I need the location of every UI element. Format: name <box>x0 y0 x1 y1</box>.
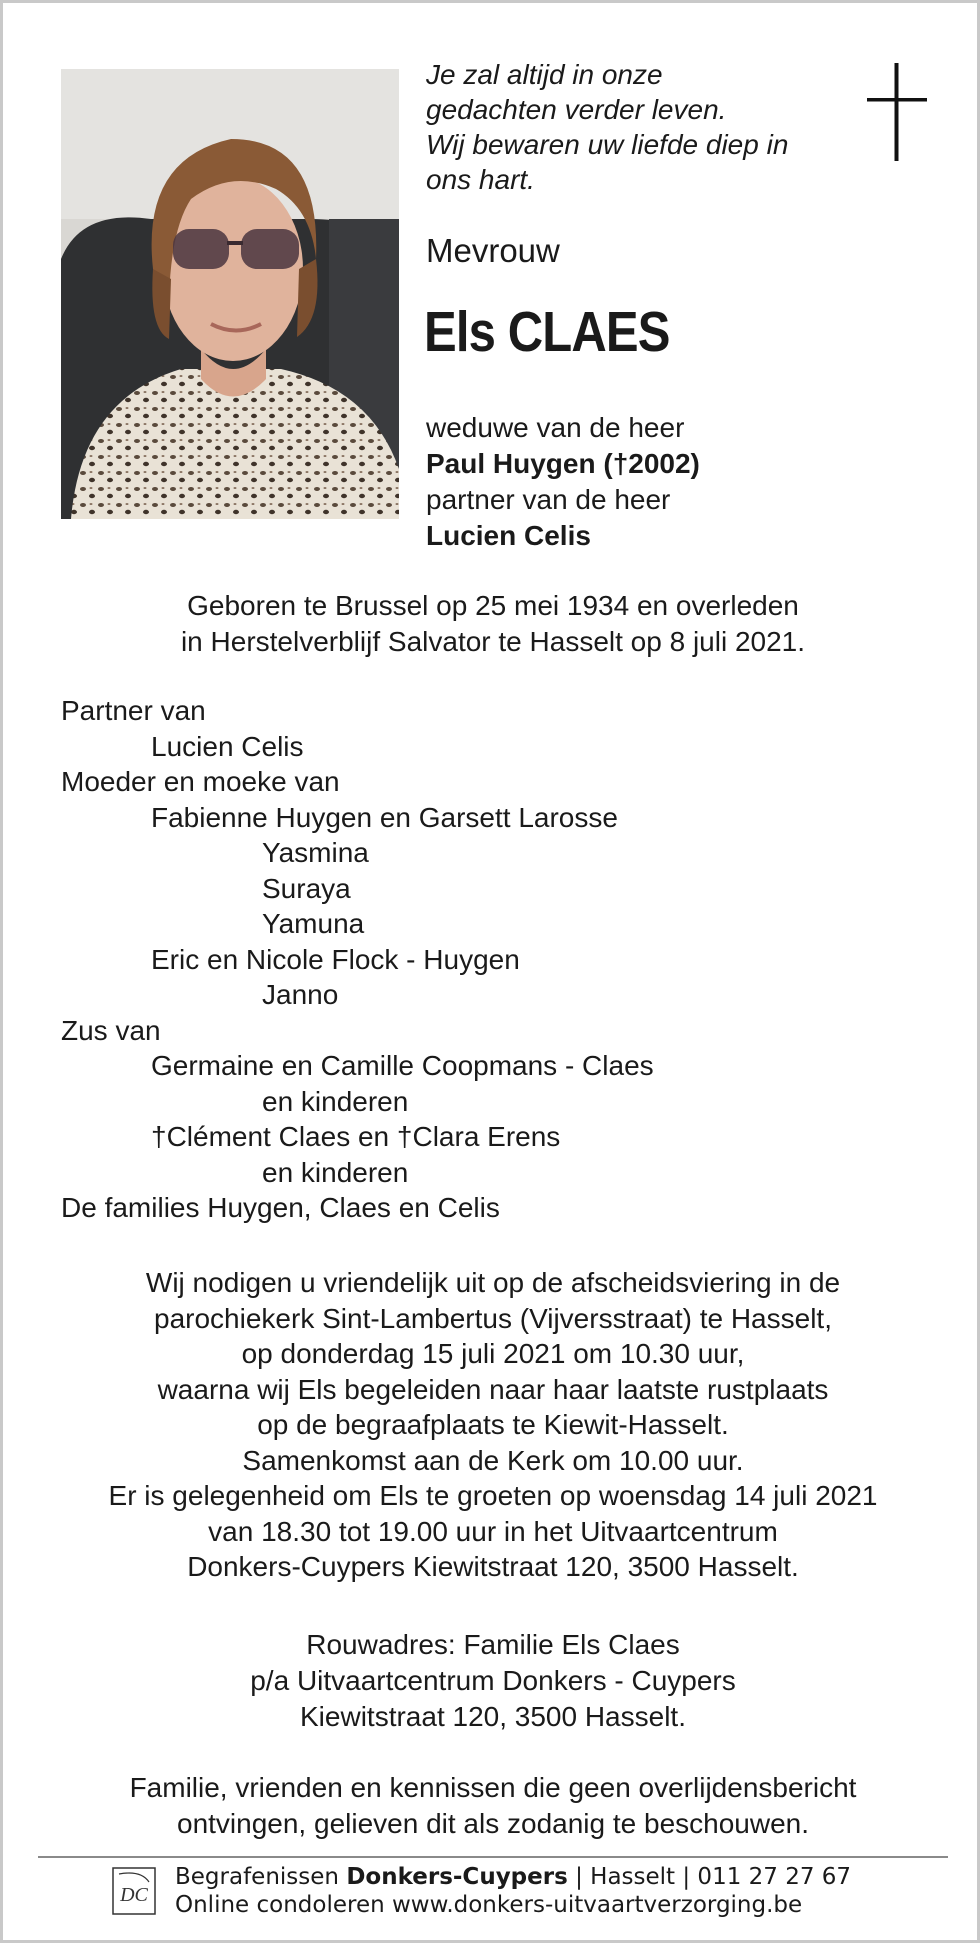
footer-contact: | Hasselt | 011 27 27 67 <box>567 1864 852 1890</box>
spouse-name: Paul Huygen (†2002) <box>426 448 700 479</box>
relation-line: weduwe van de heer <box>426 412 685 443</box>
salutation: Mevrouw <box>426 232 560 269</box>
footer-condolence-link[interactable]: Online condoleren www.donkers-uitvaartverzorging.be <box>175 1892 803 1918</box>
family-list <box>61 693 654 1226</box>
address-line: Rouwadres: Familie Els Claes <box>306 1629 680 1660</box>
family-member: Yamuna <box>262 908 365 939</box>
family-member: †Clément Claes en †Clara Erens <box>151 1121 561 1152</box>
family-member: Fabienne Huygen en Garsett Larosse <box>151 801 618 833</box>
deceased-name: Els CLAES <box>424 300 670 364</box>
address-line: p/a Uitvaartcentrum Donkers - Cuypers <box>250 1665 736 1696</box>
address-line: Kiewitstraat 120, 3500 Hasselt. <box>300 1701 686 1732</box>
family-heading: Moeder en moeke van <box>61 766 340 797</box>
family-member: Yasmina <box>262 837 369 868</box>
family-member: Eric en Nicole Flock - Huygen <box>151 943 520 975</box>
service-line: parochiekerk Sint-Lambertus (Vijversstraat) te Hasselt, <box>154 1302 832 1334</box>
birth-death-statement <box>3 588 980 660</box>
family-heading: Partner van <box>61 695 206 726</box>
company-logo <box>111 1866 157 1916</box>
poem-line: gedachten verder leven. <box>426 94 727 125</box>
poem-line: ons hart. <box>426 164 535 195</box>
service-line: waarna wij Els begeleiden naar haar laatste rustplaats <box>157 1373 829 1405</box>
service-announcement <box>3 1265 980 1585</box>
service-line: Donkers-Cuypers Kiewitstraat 120, 3500 Hasselt. <box>187 1551 799 1582</box>
poem <box>426 57 866 197</box>
portrait-photo <box>61 69 399 519</box>
service-line: op donderdag 15 juli 2021 om 10.30 uur, <box>241 1338 745 1369</box>
poem-line: Je zal altijd in onze <box>426 59 663 90</box>
poem-line: Wij bewaren uw liefde diep in <box>426 129 789 160</box>
family-member: Lucien Celis <box>151 730 304 762</box>
family-member: Germaine en Camille Coopmans - Claes <box>151 1050 654 1081</box>
notice-line: ontvingen, gelieven dit als zodanig te beschouwen. <box>177 1808 809 1839</box>
service-line: Er is gelegenheid om Els te groeten op woensdag 14 juli 2021 <box>108 1480 878 1511</box>
mourning-address <box>3 1627 980 1735</box>
family-member: Suraya <box>262 872 351 904</box>
notice-line: Familie, vrienden en kennissen die geen overlijdensbericht <box>129 1772 857 1803</box>
death-line: in Herstelverblijf Salvator te Hasselt op 8 juli 2021. <box>180 626 806 657</box>
family-heading: Zus van <box>61 1014 161 1046</box>
footer-prefix: Begrafenissen <box>175 1864 347 1890</box>
logo-text: DC <box>120 1884 148 1906</box>
relation-line: partner van de heer <box>426 484 671 515</box>
footer <box>175 1863 851 1919</box>
footer-line-1 <box>175 1863 851 1891</box>
family-member: Janno <box>262 979 339 1010</box>
service-line: van 18.30 tot 19.00 uur in het Uitvaartcentrum <box>208 1515 778 1547</box>
family-heading: De families Huygen, Claes en Celis <box>61 1192 500 1223</box>
notice-text <box>3 1770 980 1842</box>
relations <box>426 410 700 554</box>
cross-icon <box>867 63 927 163</box>
service-line: op de begraafplaats te Kiewit-Hasselt. <box>257 1409 729 1440</box>
birth-line: Geboren te Brussel op 25 mei 1934 en overleden <box>187 590 799 621</box>
service-line: Wij nodigen u vriendelijk uit op de afscheidsviering in de <box>145 1267 841 1298</box>
partner-name: Lucien Celis <box>426 520 591 551</box>
family-member: en kinderen <box>262 1156 409 1188</box>
family-member: en kinderen <box>262 1085 409 1117</box>
service-line: Samenkomst aan de Kerk om 10.00 uur. <box>242 1444 744 1476</box>
footer-divider <box>38 1856 948 1858</box>
company-name: Donkers-Cuypers <box>346 1864 568 1890</box>
